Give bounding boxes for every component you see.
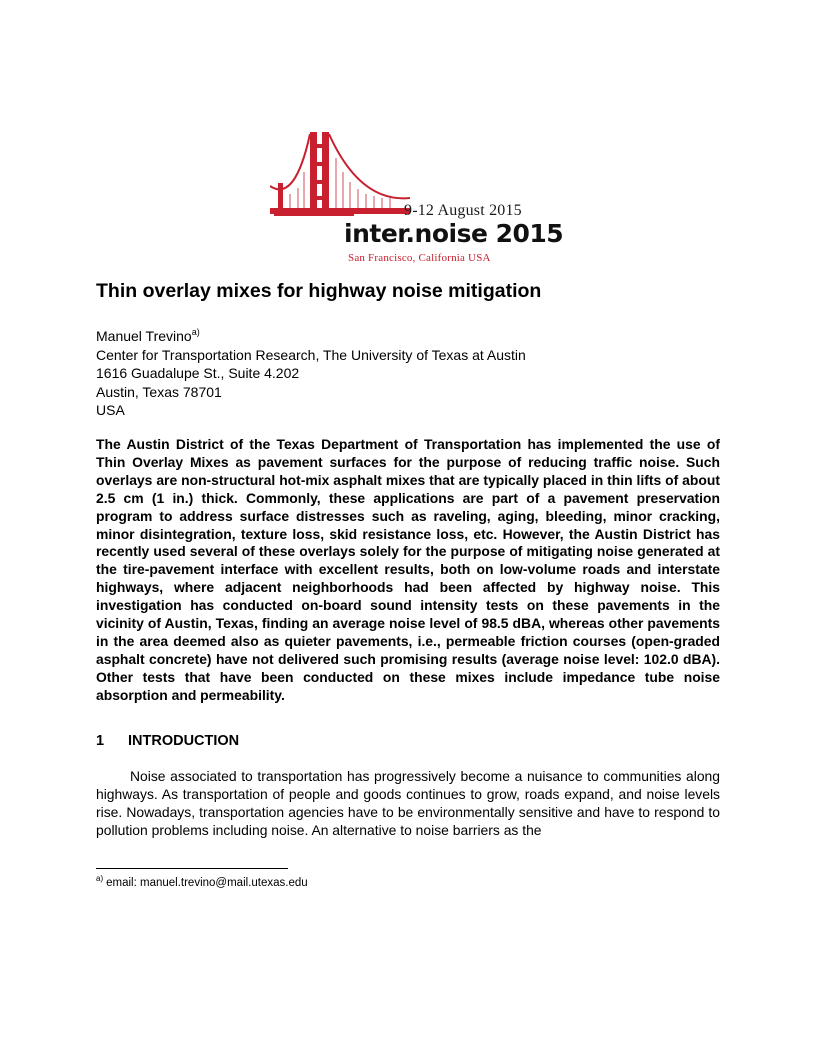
- conference-location: San Francisco, California USA: [348, 252, 491, 264]
- golden-gate-bridge-icon: [270, 128, 410, 228]
- conference-brand: inter.noise 2015: [344, 219, 564, 248]
- author-name-text: Manuel Trevino: [96, 328, 192, 344]
- footnote-marker: a): [96, 874, 104, 883]
- section-number: 1: [96, 733, 105, 749]
- abstract: The Austin District of the Texas Department of Transportation has implemented the use of Thin Overlay Mixes as pavement surfaces for the purpose of reducing traffic noise. Such overlays are non-structural hot-mix asphalt mixes that are typically placed in thin lifts of about 2.5 cm (1 in.) thick. Commonly, these applications are part of a pavement preservation program to address surface distresses such as raveling, aging, bleeding, minor cracking, minor disintegration, texture loss, skid resistance loss, etc. However, the Austin District has recently used several of these overlays solely for the purpose of mitigating noise generated at the tire-pavement interface with excellent results, both on low-volume roads and interstate highways, where adjacent neighborhoods had been affected by highway noise. This investigation has conducted on-board sound intensity tests on these pavements in the vicinity of Austin, Texas, finding an average noise level of 98.5 dBA, whereas other pavements in the area deemed also as quieter pavements, i.e., permeable friction courses (open-graded asphalt concrete) have not delivered such promising results (average noise level: 102.0 dBA). Other tests that have been conducted on these mixes include impedance tube noise absorption and permeability.: [96, 436, 720, 703]
- introduction-paragraph: Noise associated to transportation has progressively become a nuisance to communities along highways. As transportation of people and goods continues to grow, roads expand, and noise levels rise. Nowadays, transportation agencies have to be environmentally sensitive and have to respond to pollution problems including noise. An alternative to noise barriers as the: [96, 768, 720, 838]
- author-footnote-marker: a): [191, 327, 200, 337]
- footnote-text: email: manuel.trevino@mail.utexas.edu: [106, 877, 308, 889]
- author-affiliation-line: Austin, Texas 78701: [96, 383, 222, 400]
- author-affiliation-line: Center for Transportation Research, The University of Texas at Austin: [96, 346, 526, 363]
- section-title: INTRODUCTION: [128, 733, 240, 749]
- paper-title: Thin overlay mixes for highway noise mitigation: [96, 280, 542, 302]
- conference-logo: [270, 128, 564, 268]
- section-heading: [96, 733, 239, 749]
- footnote: [96, 874, 308, 889]
- author-block: [96, 327, 526, 420]
- author-affiliation-line: USA: [96, 402, 125, 418]
- author-name: [96, 327, 526, 346]
- author-affiliation-line: 1616 Guadalupe St., Suite 4.202: [96, 365, 300, 381]
- conference-dates: 9-12 August 2015: [404, 202, 522, 219]
- footnote-divider: [96, 868, 288, 869]
